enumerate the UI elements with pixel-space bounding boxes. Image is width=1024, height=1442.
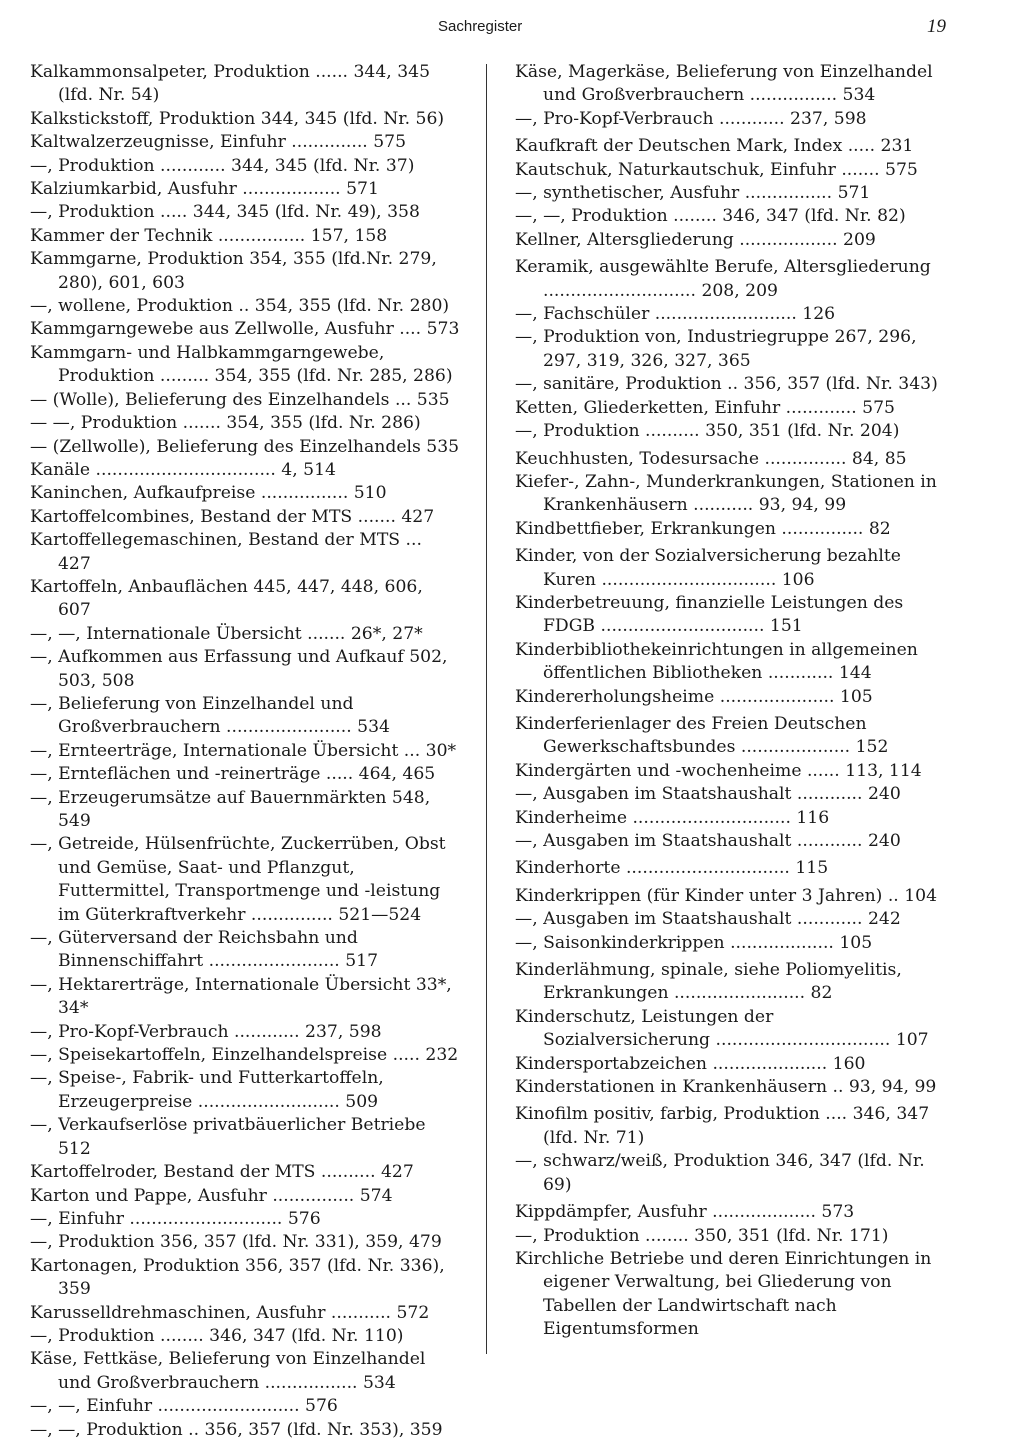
index-entry: Kindbettfieber, Erkrankungen ............... 82 (515, 518, 891, 539)
index-entry: Keramik, ausgewählte Berufe, Altersgliederung ............................ 208, 209 (515, 257, 931, 301)
index-entry: —, Speisekartoffeln, Einzelhandelspreise ..... 232 (30, 1045, 459, 1066)
index-entry: —, Ernteflächen und -reinerträge ..... 464, 465 (30, 764, 436, 785)
index-entry: —, —, Einfuhr .......................... 576 (30, 1396, 338, 1417)
index-entry: Kalkammonsalpeter, Produktion ...... 344, 345 (lfd. Nr. 54) (30, 62, 431, 106)
index-entry: —, Pro-Kopf-Verbrauch ............ 237, 598 (515, 108, 867, 129)
index-entry: —, Güterversand der Reichsbahn und Binnenschiffahrt ........................ 517 (30, 928, 379, 972)
index-entry: Kartonagen, Produktion 356, 357 (lfd. Nr. 336), 359 (30, 1255, 445, 1300)
index-entry: —, Ernteerträge, Internationale Übersicht ... 30* (30, 740, 457, 761)
index-column-left (30, 61, 460, 1442)
index-entry: —, Fachschüler .......................... 126 (515, 304, 836, 325)
index-entry: —, Produktion 356, 357 (lfd. Nr. 331), 359, 479 (30, 1232, 442, 1253)
index-entry: Kiefer-, Zahn-, Munderkrankungen, Stationen in Krankenhäusern ........... 93, 94, 99 (515, 471, 937, 516)
index-entry: —, Produktion ............ 344, 345 (lfd. Nr. 37) (30, 155, 415, 176)
index-entry: —, Einfuhr ............................ 576 (30, 1208, 321, 1229)
index-entry: Kartoffellegemaschinen, Bestand der MTS ... 427 (30, 530, 422, 574)
index-entry: Kartoffelcombines, Bestand der MTS ....... 427 (30, 506, 435, 527)
index-entry: —, Ausgaben im Staatshaushalt ............ 242 (515, 909, 901, 930)
index-entry: Kippdämpfer, Ausfuhr ................... 573 (515, 1202, 855, 1223)
index-entry: Kammgarn- und Halbkammgarngewebe, Produktion ......... 354, 355 (lfd. Nr. 285, 286) (30, 342, 453, 387)
index-entry: — (Wolle), Belieferung des Einzelhandels ... 535 (30, 389, 450, 410)
index-entry: —, Erzeugerumsätze auf Bauernmärkten 548, 549 (30, 787, 431, 831)
index-entry: Kammgarne, Produktion 354, 355 (lfd.Nr. 279, 280), 601, 603 (30, 249, 437, 293)
index-entry: Kellner, Altersgliederung .................. 209 (515, 229, 876, 250)
page-number: 19 (927, 16, 946, 37)
index-entry: —, Produktion ........ 350, 351 (lfd. Nr. 171) (515, 1225, 889, 1246)
index-entry: Kalziumkarbid, Ausfuhr .................. 571 (30, 179, 379, 200)
index-entry: Kindererholungsheime ..................... 105 (515, 686, 873, 707)
index-entry: —, Verkaufserlöse privatbäuerlicher Betriebe 512 (30, 1115, 426, 1159)
index-entry: Kirchliche Betriebe und deren Einrichtungen in eigener Verwaltung, bei Gliederung von Tabellen der Landwirtschaft nach Eigentumsformen (515, 1248, 932, 1340)
index-entry: Kinderlähmung, spinale, siehe Poliomyelitis, Erkrankungen ........................ 82 (515, 960, 902, 1004)
index-entry: Kaufkraft der Deutschen Mark, Index ..... 231 (515, 136, 914, 157)
index-entry: Kinderheime ............................. 116 (515, 807, 830, 828)
index-entry: Käse, Magerkäse, Belieferung von Einzelhandel und Großverbrauchern ................ 534 (515, 62, 933, 106)
index-entry: Kaninchen, Aufkaufpreise ................ 510 (30, 483, 387, 504)
index-entry: Kinderstationen in Krankenhäusern .. 93, 94, 99 (515, 1077, 937, 1098)
index-entry: —, Produktion ........ 346, 347 (lfd. Nr. 110) (30, 1325, 404, 1346)
index-entry: —, Produktion von, Industriegruppe 267, 296, 297, 319, 326, 327, 365 (515, 327, 917, 371)
index-entry: —, Produktion .......... 350, 351 (lfd. Nr. 204) (515, 421, 900, 442)
index-entry: —, —, Internationale Übersicht ....... 26*, 27* (30, 623, 423, 644)
running-header-title: Sachregister (438, 18, 523, 35)
index-entry: —, Hektarerträge, Internationale Übersicht 33*, 34* (30, 974, 452, 1019)
index-entry: — —, Produktion ....... 354, 355 (lfd. Nr. 286) (30, 413, 421, 434)
index-entry: Karton und Pappe, Ausfuhr ............... 574 (30, 1185, 393, 1206)
page-header (0, 18, 1024, 42)
column-divider (486, 64, 487, 1354)
index-entry: —, —, Produktion ........ 346, 347 (lfd. Nr. 82) (515, 206, 906, 227)
index-entry: Kanäle ................................. 4, 514 (30, 459, 336, 480)
index-entry: Kammgarngewebe aus Zellwolle, Ausfuhr .... 573 (30, 319, 460, 340)
index-entry: Kinofilm positiv, farbig, Produktion .... 346, 347 (lfd. Nr. 71) (515, 1104, 930, 1148)
index-entry: Kartoffelroder, Bestand der MTS .......... 427 (30, 1162, 414, 1183)
index-entry: Kinderbibliothekeinrichtungen in allgemeinen öffentlichen Bibliotheken ............ 144 (515, 639, 918, 684)
index-entry: Kartoffeln, Anbauflächen 445, 447, 448, 606, 607 (30, 576, 423, 621)
index-entry: —, Pro-Kopf-Verbrauch ............ 237, 598 (30, 1021, 382, 1042)
index-entry: —, sanitäre, Produktion .. 356, 357 (lfd. Nr. 343) (515, 374, 938, 395)
index-entry: — (Zellwolle), Belieferung des Einzelhandels 535 (30, 436, 460, 457)
index-entry: Kinderhorte .............................. 115 (515, 858, 829, 879)
index-entry: Karusselldrehmaschinen, Ausfuhr ........... 572 (30, 1302, 430, 1323)
index-entry: Kinderbetreuung, finanzielle Leistungen des FDGB .............................. 151 (515, 592, 904, 637)
index-entry: —, —, Produktion .. 356, 357 (lfd. Nr. 353), 359 (30, 1419, 443, 1440)
index-entry: —, Getreide, Hülsenfrüchte, Zuckerrüben, Obst und Gemüse, Saat- und Pflanzgut, Futtermittel, Transportmenge und -leistung im Güterkraftverkehr ............... 521—524 (30, 834, 446, 925)
index-entry: —, Saisonkinderkrippen ................... 105 (515, 932, 873, 953)
index-entry: Ketten, Gliederketten, Einfuhr ............. 575 (515, 397, 895, 418)
index-entry: Kalkstickstoff, Produktion 344, 345 (lfd. Nr. 56) (30, 108, 445, 129)
index-entry: —, Speise-, Fabrik- und Futterkartoffeln, Erzeugerpreise .......................... 509 (30, 1068, 384, 1112)
index-entry: —, Ausgaben im Staatshaushalt ............ 240 (515, 784, 901, 805)
index-entry: —, Produktion ..... 344, 345 (lfd. Nr. 49), 358 (30, 202, 420, 223)
index-entry: —, wollene, Produktion .. 354, 355 (lfd. Nr. 280) (30, 296, 450, 317)
index-entry: —, Ausgaben im Staatshaushalt ............ 240 (515, 831, 901, 851)
index-entry: Kindersportabzeichen ..................... 160 (515, 1053, 866, 1074)
index-entry: —, Aufkommen aus Erfassung und Aufkauf 502, 503, 508 (30, 647, 448, 691)
index-entry: —, schwarz/weiß, Produktion 346, 347 (lfd. Nr. 69) (515, 1151, 925, 1195)
index-entry: Kinder, von der Sozialversicherung bezahlte Kuren ................................ 106 (515, 546, 901, 590)
index-entry: Kinderkrippen (für Kinder unter 3 Jahren) .. 104 (515, 885, 938, 906)
index-entry: Käse, Fettkäse, Belieferung von Einzelhandel und Großverbrauchern ................. 534 (30, 1349, 426, 1393)
index-entry: —, synthetischer, Ausfuhr ................ 571 (515, 183, 871, 204)
index-entry: Kindergärten und -wochenheime ...... 113, 114 (515, 760, 922, 781)
index-column-right (515, 61, 945, 1342)
index-entry: Kinderferienlager des Freien Deutschen Gewerkschaftsbundes .................... 152 (515, 713, 889, 758)
index-entry: Kammer der Technik ................ 157, 158 (30, 225, 388, 246)
index-entry: Kinderschutz, Leistungen der Sozialversicherung ................................ 107 (515, 1006, 929, 1051)
index-entry: —, Belieferung von Einzelhandel und Großverbrauchern ....................... 534 (30, 693, 390, 738)
index-entry: Kautschuk, Naturkautschuk, Einfuhr ....... 575 (515, 159, 918, 180)
index-entry: Kaltwalzerzeugnisse, Einfuhr .............. 575 (30, 132, 407, 153)
index-entry: Keuchhusten, Todesursache ............... 84, 85 (515, 448, 907, 469)
